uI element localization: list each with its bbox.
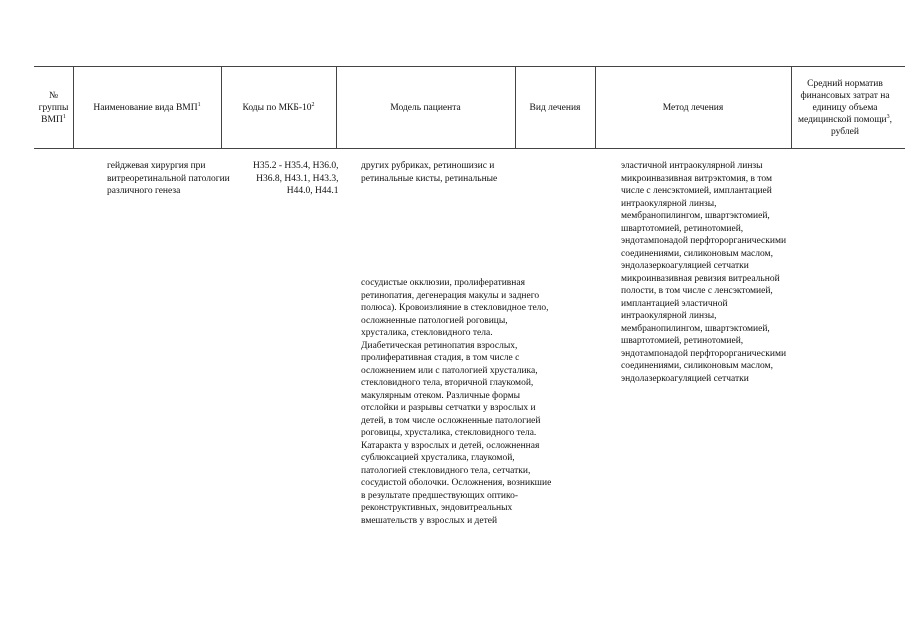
header-codes-text: Коды по МКБ-10 [242, 102, 312, 113]
table-header [34, 66, 905, 149]
header-codes [221, 67, 336, 148]
header-cost [791, 67, 899, 148]
header-group-no-text: № группы ВМП [38, 90, 69, 125]
footnote-marker: 1 [197, 101, 201, 108]
cell-model-top: других рубриках, ретиношизис и ретинальные кисты, ретинальные [361, 161, 498, 184]
header-cost-unit: , рублей [831, 114, 893, 137]
header-name-text: Наименование вида ВМП [93, 102, 198, 113]
header-name [73, 67, 221, 148]
cell-method: эластичной интраокулярной линзы микроинвазивная витрэктомия, в том числе с ленсэктомией, имплантацией интраокулярной линзы, мембранопилингом, швартэктомией, швартотомией, ретинотомией, эндотампонадой перфторорганическими соединениями, силиконовым маслом, эндолазеркоагуляцией сетчатки микроинвазивная ревизия витреальной полости, в том числе с ленсэктомией, имплантацией эластичной интраокулярной линзы, мембранопилингом, швартэктомией, швартотомией, ретинотомией, эндотампонадой перфторорганическими соединениями, силиконовым маслом, эндолазеркоагуляцией сетчатки [621, 161, 787, 384]
header-treatment-type [515, 67, 595, 148]
footnote-marker: 3 [886, 113, 890, 120]
header-model [336, 67, 515, 148]
header-group-no [34, 67, 73, 148]
header-method-text: Метод лечения [662, 102, 724, 113]
cell-codes: H35.2 - H35.4, H36.0, H36.8, H43.1, H43.3, H44.0, H44.1 [253, 161, 339, 196]
footnote-marker: 1 [62, 113, 66, 120]
cell-name: гейджевая хирургия при витреоретинальной патологии различного генеза [107, 161, 230, 196]
header-method [595, 67, 791, 148]
header-treatment-type-text: Вид лечения [529, 102, 581, 113]
header-model-text: Модель пациента [390, 102, 461, 113]
cell-model-main: сосудистые окклюзии, пролиферативная ретинопатия, дегенерация макулы и заднего полюса). Кровоизлияние в стекловидное тело, осложненные патологией роговицы, хрусталика, стекловидного тела. Диабетическая ретинопатия взрослых, пролиферативная стадия, в том числе с осложнением или с патологией хрусталика, стекловидного тела, вторичной глаукомой, макулярным отеком. Различные формы отслойки и разрывы сетчатки у взрослых и детей, в том числе осложненные патологией роговицы, хрусталика, стекловидного тела. Катаракта у взрослых и детей, осложненная сублюксацией хрусталика, глаукомой, патологией стекловидного тела, сетчатки, сосудистой оболочки. Осложнения, возникшие в результате предшествующих оптико- реконструктивных, эндовитреальных вмешательств у взрослых и детей [361, 278, 552, 526]
header-cost-text: Средний норматив финансовых затрат на единицу объема медицинской помощи [797, 78, 890, 125]
footnote-marker: 2 [311, 101, 315, 108]
